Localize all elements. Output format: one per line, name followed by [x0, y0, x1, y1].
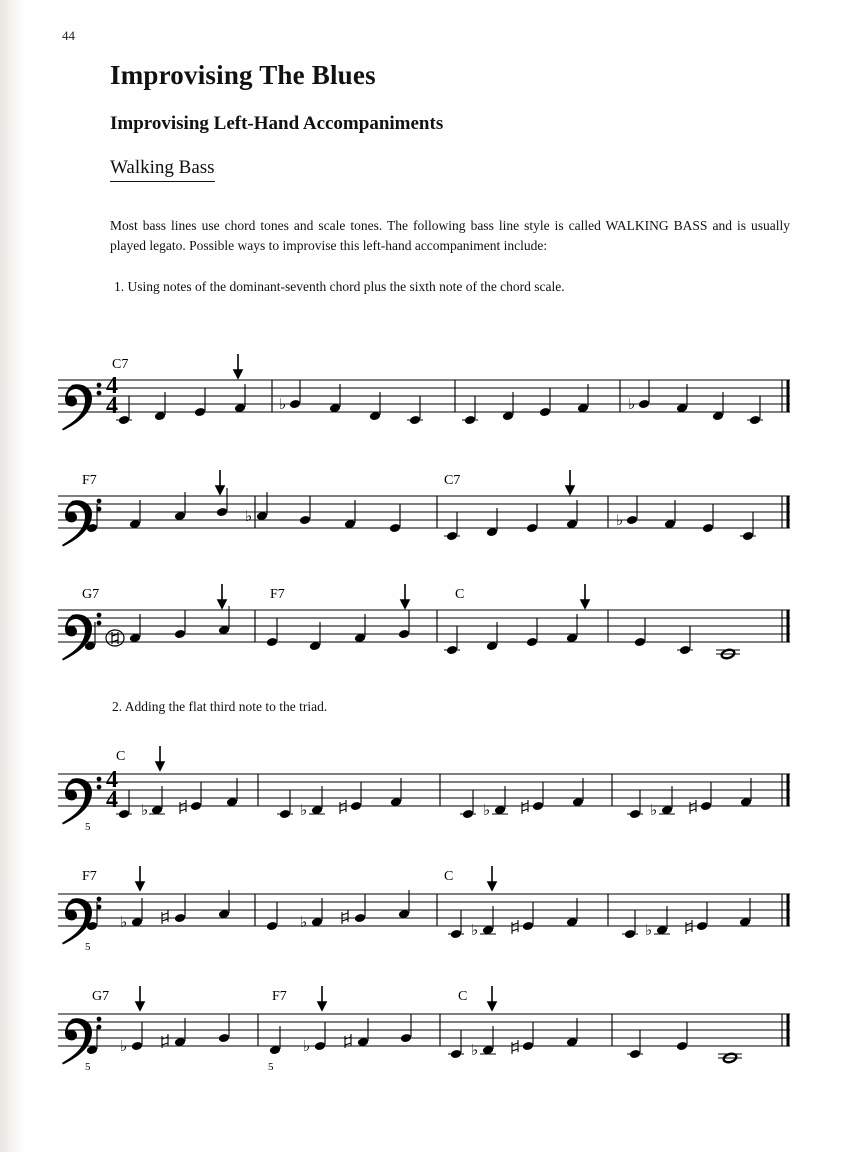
note-group [448, 1018, 578, 1059]
body-paragraph: Most bass lines use chord tones and scale tones. The following bass line style is called WALKING BASS and is usually played legato. Possible ways to improvise this left-hand accompaniment include: [110, 218, 790, 253]
natural-accidental [342, 910, 348, 924]
accent-arrow [234, 354, 242, 378]
note-group [622, 898, 751, 939]
fingering-number: 5 [85, 821, 91, 833]
flat-accidental: ♭ [628, 395, 636, 413]
staff-system-5 [0, 862, 864, 954]
chord-symbol: C7 [112, 357, 129, 372]
note-group [634, 618, 740, 660]
flat-accidental: ♭ [483, 801, 491, 819]
note-group [628, 380, 763, 425]
flat-accidental: ♭ [245, 507, 253, 525]
flat-accidental: ♭ [141, 801, 149, 819]
svg-text:4: 4 [106, 373, 118, 399]
note-group [448, 898, 578, 939]
flat-accidental: ♭ [650, 801, 658, 819]
text-item-2-wrap [112, 698, 792, 716]
note-group [86, 1014, 230, 1055]
whole-note [716, 648, 740, 659]
natural-accidental [180, 800, 186, 814]
list-item-1: 1. Using notes of the dominant-seventh chord plus the sixth note of the chord scale. [114, 279, 565, 294]
note-group [266, 610, 410, 651]
fingering-number: 5 [85, 941, 91, 953]
note-group [269, 1014, 412, 1055]
note-group [84, 606, 230, 651]
note-group [627, 778, 752, 819]
natural-accidental [690, 800, 696, 814]
natural-accidental [686, 920, 692, 934]
natural-accidental [106, 630, 124, 646]
note-group [462, 384, 589, 425]
bass-clef [62, 499, 101, 547]
note-group [116, 778, 238, 819]
staff-system-4 [0, 742, 864, 834]
chord-symbol: G7 [82, 587, 100, 602]
chord-symbol: F7 [82, 869, 97, 884]
note-group [460, 778, 584, 819]
flat-accidental: ♭ [279, 395, 287, 413]
page-subtitle: Improvising Left-Hand Accompaniments [110, 113, 444, 134]
page-number: 44 [62, 28, 75, 43]
note-group [616, 496, 756, 541]
natural-accidental [162, 910, 168, 924]
fingering-number: 5 [85, 1061, 91, 1073]
chord-symbol: C [458, 989, 468, 1004]
chord-symbol: C7 [444, 473, 461, 488]
page-title: Improvising The Blues [110, 60, 376, 90]
accent-arrow [136, 986, 496, 1010]
note-group [116, 384, 246, 425]
chord-symbol: C [455, 587, 465, 602]
accent-arrow [216, 470, 574, 494]
chord-symbol: F7 [270, 587, 285, 602]
natural-accidental [522, 800, 528, 814]
note-group [279, 380, 423, 425]
flat-accidental: ♭ [300, 801, 308, 819]
staff-system-2 [0, 468, 864, 548]
staff-system-3 [0, 582, 864, 668]
note-group [86, 488, 228, 533]
chord-symbol: F7 [272, 989, 287, 1004]
note-group [266, 890, 410, 931]
note-group [444, 500, 578, 541]
time-signature [106, 373, 118, 419]
flat-accidental: ♭ [471, 921, 479, 939]
chord-symbol: F7 [82, 473, 97, 488]
time-signature [106, 767, 118, 813]
natural-accidental [340, 800, 346, 814]
bass-clef [62, 897, 101, 945]
chord-symbol: C [444, 869, 454, 884]
svg-text:4: 4 [106, 393, 118, 419]
flat-accidental: ♭ [300, 913, 308, 931]
note-group [444, 614, 578, 655]
flat-accidental: ♭ [645, 921, 653, 939]
svg-text:4: 4 [106, 767, 118, 793]
chord-symbol: G7 [92, 989, 110, 1004]
svg-text:4: 4 [106, 787, 118, 813]
chord-symbol: C [116, 749, 126, 764]
flat-accidental: ♭ [120, 913, 128, 931]
note-group [245, 492, 401, 533]
fingering-number: 5 [268, 1061, 274, 1073]
flat-accidental: ♭ [120, 1037, 128, 1055]
flat-accidental: ♭ [616, 511, 624, 529]
accent-arrow [156, 746, 164, 770]
staff-system-6 [0, 982, 864, 1074]
staff-system-1 [0, 352, 864, 432]
whole-note [718, 1052, 742, 1063]
text-content [110, 60, 790, 296]
note-group [277, 778, 402, 819]
bass-clef [62, 1017, 101, 1065]
section-heading: Walking Bass [110, 157, 215, 182]
bass-clef [62, 383, 101, 431]
flat-accidental: ♭ [303, 1037, 311, 1055]
accent-arrow [136, 866, 496, 890]
flat-accidental: ♭ [471, 1041, 479, 1059]
note-group [86, 890, 230, 931]
list-item-2: 2. Adding the flat third note to the triad. [112, 699, 328, 714]
natural-accidental [512, 920, 518, 934]
note-group [627, 1022, 742, 1064]
bass-clef [62, 777, 101, 825]
natural-accidental [512, 1040, 518, 1054]
